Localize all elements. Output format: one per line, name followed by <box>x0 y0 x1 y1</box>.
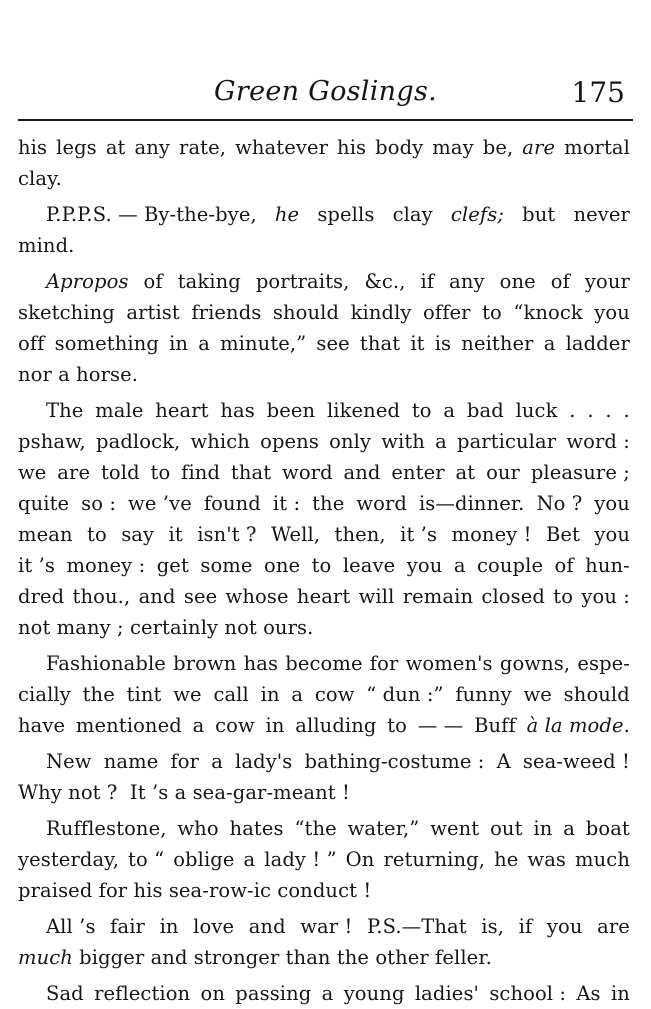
word: certainly <box>129 616 219 639</box>
word: to <box>311 554 332 577</box>
word: found <box>203 492 261 515</box>
word: are <box>57 461 91 484</box>
word: closed <box>481 585 545 608</box>
word: isn't ? <box>197 523 257 546</box>
word: tint <box>126 683 162 706</box>
word: a <box>563 817 575 840</box>
word: in <box>159 915 179 938</box>
word: horse. <box>76 363 139 386</box>
word: clay. <box>18 167 62 190</box>
text-line <box>18 359 630 390</box>
word: not ? <box>68 781 118 804</box>
word: “knock <box>513 301 583 324</box>
word: As <box>576 982 601 1005</box>
word: to <box>553 585 574 608</box>
word: pleasure ; <box>530 461 630 484</box>
word: should <box>563 683 630 706</box>
word: one <box>499 270 536 293</box>
word: a <box>443 399 456 422</box>
word: and <box>138 585 176 608</box>
word: be, <box>482 136 514 159</box>
word: you <box>546 915 583 938</box>
word: of <box>554 554 574 577</box>
word: word <box>356 492 407 515</box>
word: pshaw, <box>18 430 86 453</box>
word: ladies' <box>414 982 480 1005</box>
text-line <box>18 612 630 643</box>
word: mortal <box>564 136 630 159</box>
word: a <box>174 781 187 804</box>
word: sea-weed ! <box>522 750 630 773</box>
word: went <box>430 817 480 840</box>
word: “the <box>294 817 337 840</box>
word: that <box>230 461 272 484</box>
word: offer <box>423 301 471 324</box>
word: love <box>193 915 235 938</box>
word: his <box>18 136 48 159</box>
word: if <box>518 915 533 938</box>
word: cially <box>18 683 71 706</box>
word: than <box>285 946 331 969</box>
word: a <box>243 848 256 871</box>
word: kindly <box>350 301 412 324</box>
word: dred <box>18 585 65 608</box>
word: New <box>46 750 92 773</box>
word: in <box>610 982 630 1005</box>
word: school : <box>489 982 567 1005</box>
word: you <box>594 523 630 546</box>
word: “ dun :” <box>366 683 444 706</box>
word: has <box>243 652 279 675</box>
word: mean <box>18 523 73 546</box>
text-line <box>18 844 630 875</box>
text-line <box>18 297 630 328</box>
text-line <box>18 710 630 741</box>
word: mind. <box>18 234 75 257</box>
text-line <box>18 679 630 710</box>
word: cow <box>314 683 355 706</box>
word: out <box>490 817 523 840</box>
word: have <box>18 714 66 737</box>
word: neither <box>461 332 534 355</box>
page-number: 175 <box>571 76 625 109</box>
word: his <box>133 879 163 902</box>
word: you : <box>581 585 630 608</box>
word: to <box>411 399 432 422</box>
word: we ’ve <box>128 492 192 515</box>
text-line <box>18 942 630 973</box>
word: a <box>58 363 70 386</box>
word: on <box>200 982 225 1005</box>
word: much <box>18 946 73 969</box>
word: passing <box>235 982 312 1005</box>
word: see <box>183 585 218 608</box>
word: who <box>177 817 219 840</box>
word: body <box>375 136 424 159</box>
word: cow <box>215 714 255 737</box>
word: alluding <box>295 714 377 737</box>
word: friends <box>191 301 262 324</box>
word: the <box>336 946 370 969</box>
text-line <box>18 199 630 230</box>
text-line <box>18 457 630 488</box>
word: at <box>105 136 126 159</box>
word: war ! <box>300 915 353 938</box>
word: ladder <box>565 332 630 355</box>
word: and <box>343 461 381 484</box>
word: bad <box>466 399 504 422</box>
word: A <box>496 750 511 773</box>
text-line <box>18 648 630 679</box>
word: artist <box>126 301 180 324</box>
word: your <box>584 270 630 293</box>
text-line <box>18 488 630 519</box>
word: opens <box>260 430 319 453</box>
word: yesterday, <box>18 848 119 871</box>
word: feller. <box>435 946 492 969</box>
word: if <box>420 270 435 293</box>
word: to <box>482 301 502 324</box>
word: we <box>173 683 202 706</box>
word: he <box>274 203 300 226</box>
text-line <box>18 132 630 163</box>
word: at <box>455 461 476 484</box>
word: . <box>623 399 630 422</box>
word: was <box>527 848 567 871</box>
word: get <box>156 554 189 577</box>
word: in <box>260 683 280 706</box>
word: Why <box>18 781 62 804</box>
word: in <box>533 817 553 840</box>
word: clefs; <box>450 203 504 226</box>
word: much <box>575 848 630 871</box>
word: any <box>134 136 171 159</box>
word: something <box>54 332 159 355</box>
word: . <box>587 399 594 422</box>
word: spells <box>317 203 375 226</box>
word: leave <box>342 554 396 577</box>
word: money ! <box>451 523 532 546</box>
text-line <box>18 978 630 1009</box>
word: are <box>597 915 630 938</box>
word: for <box>369 652 399 675</box>
word: a <box>291 683 304 706</box>
word: conduct ! <box>277 879 372 902</box>
text-line <box>18 519 630 550</box>
word: male <box>95 399 144 422</box>
word: which <box>190 430 250 453</box>
word: luck <box>515 399 558 422</box>
word: P.P.P.S. — By-the-bye, <box>46 203 257 226</box>
word: and <box>150 946 188 969</box>
word: No ? <box>536 492 583 515</box>
word: Bet <box>545 523 580 546</box>
word: you <box>594 301 630 324</box>
word: it ’s <box>18 554 55 577</box>
word: praised <box>18 879 93 902</box>
word: say <box>121 523 155 546</box>
word: one <box>263 554 301 577</box>
word: we <box>523 683 552 706</box>
word: Buff <box>474 714 516 737</box>
word: lady's <box>235 750 293 773</box>
word: thou., <box>72 585 131 608</box>
word: should <box>272 301 340 324</box>
word: not <box>18 616 51 639</box>
word: for <box>98 879 128 902</box>
text-line <box>18 746 630 777</box>
word: been <box>266 399 316 422</box>
word: women's <box>405 652 493 675</box>
header-rule <box>18 119 633 121</box>
word: heart <box>155 399 209 422</box>
word: young <box>343 982 405 1005</box>
word: It ’s <box>129 781 169 804</box>
word: name <box>103 750 159 773</box>
word: padlock, <box>96 430 181 453</box>
word: our <box>486 461 520 484</box>
word: is, <box>481 915 505 938</box>
text-line <box>18 911 630 942</box>
word: heart <box>296 585 351 608</box>
word: you <box>406 554 443 577</box>
word: so : <box>81 492 117 515</box>
word: mentioned <box>75 714 182 737</box>
word: he <box>494 848 519 871</box>
word: à la mode. <box>526 714 630 737</box>
word: any <box>449 270 485 293</box>
word: Well, <box>270 523 321 546</box>
word: &c., <box>364 270 406 293</box>
word: legs <box>56 136 97 159</box>
word: gowns, <box>499 652 571 675</box>
word: funny <box>455 683 512 706</box>
word: a <box>453 554 466 577</box>
word: On <box>345 848 375 871</box>
word: nor <box>18 363 52 386</box>
word: to “ <box>128 848 165 871</box>
word: become <box>285 652 363 675</box>
word: particular <box>457 430 557 453</box>
word: is—dinner. <box>418 492 525 515</box>
word: clay <box>392 203 433 226</box>
word: returning, <box>383 848 486 871</box>
word: for <box>170 750 200 773</box>
text-line <box>18 230 630 261</box>
text-line <box>18 581 630 612</box>
word: with <box>381 430 425 453</box>
word: word : <box>566 430 630 453</box>
word: lady ! ” <box>264 848 337 871</box>
word: may <box>432 136 474 159</box>
text-line <box>18 813 630 844</box>
word: taking <box>177 270 241 293</box>
word: Apropos <box>46 270 129 293</box>
word: the <box>312 492 345 515</box>
word: only <box>329 430 372 453</box>
word: find <box>181 461 221 484</box>
word: hates <box>229 817 284 840</box>
word: it <box>410 332 425 355</box>
word: money : <box>66 554 146 577</box>
word: word <box>282 461 333 484</box>
word: hun- <box>585 554 630 577</box>
word: other <box>375 946 429 969</box>
text-line <box>18 163 630 194</box>
word: and <box>248 915 286 938</box>
word: you <box>594 492 630 515</box>
word: likened <box>326 399 401 422</box>
word: many ; <box>56 616 124 639</box>
word: told <box>100 461 140 484</box>
word: rate, <box>179 136 227 159</box>
word: P.S.—That <box>367 915 467 938</box>
word: it <box>168 523 183 546</box>
text-line <box>18 550 630 581</box>
word: a <box>321 982 334 1005</box>
word: of <box>143 270 163 293</box>
word: a <box>543 332 556 355</box>
word: not <box>224 616 257 639</box>
word: some <box>200 554 253 577</box>
running-title: Green Goslings. <box>214 76 437 107</box>
word: brown <box>173 652 237 675</box>
text-line <box>18 328 630 359</box>
text-line <box>18 395 630 426</box>
word: All ’s <box>46 915 96 938</box>
text-line <box>18 777 630 808</box>
word: that <box>359 332 401 355</box>
word: see <box>316 332 350 355</box>
word: Rufflestone, <box>46 817 167 840</box>
word: reflection <box>94 982 191 1005</box>
word: fair <box>110 915 145 938</box>
word: has <box>220 399 255 422</box>
word: his <box>337 136 367 159</box>
word: oblige <box>173 848 235 871</box>
word: espe- <box>577 652 630 675</box>
word: The <box>46 399 84 422</box>
text-line <box>18 426 630 457</box>
word: quite <box>18 492 70 515</box>
word: minute,” <box>220 332 307 355</box>
word: sea-row-ic <box>168 879 272 902</box>
word: to <box>387 714 408 737</box>
word: a <box>211 750 223 773</box>
word: whatever <box>235 136 329 159</box>
word: enter <box>391 461 445 484</box>
word: Fashionable <box>46 652 166 675</box>
word: boat <box>585 817 630 840</box>
word: water,” <box>347 817 420 840</box>
word: then, <box>334 523 386 546</box>
word: will <box>358 585 395 608</box>
body-text <box>18 132 630 1009</box>
word: Sad <box>46 982 84 1005</box>
word: stronger <box>193 946 280 969</box>
text-line <box>18 266 630 297</box>
word: . <box>605 399 612 422</box>
running-header <box>18 76 633 116</box>
word: in <box>265 714 285 737</box>
word: the <box>82 683 115 706</box>
word: we <box>18 461 47 484</box>
word: bathing-costume : <box>304 750 485 773</box>
word: to <box>87 523 107 546</box>
word: it : <box>272 492 301 515</box>
word: but <box>522 203 556 226</box>
word: a <box>435 430 447 453</box>
word: never <box>573 203 630 226</box>
word: couple <box>477 554 544 577</box>
word: a <box>198 332 210 355</box>
word: whose <box>225 585 289 608</box>
text-line <box>18 875 630 906</box>
word: portraits, <box>255 270 350 293</box>
word: in <box>169 332 189 355</box>
word: remain <box>402 585 474 608</box>
word: sketching <box>18 301 115 324</box>
word: ours. <box>263 616 314 639</box>
word: to <box>150 461 171 484</box>
word: is <box>434 332 452 355</box>
word: of <box>550 270 570 293</box>
word: bigger <box>79 946 145 969</box>
word: . <box>569 399 576 422</box>
word: it ’s <box>400 523 438 546</box>
word: — — <box>417 714 464 737</box>
word: off <box>18 332 45 355</box>
word: call <box>213 683 249 706</box>
word: a <box>192 714 205 737</box>
word: sea-gar-meant ! <box>192 781 350 804</box>
word: are <box>522 136 556 159</box>
